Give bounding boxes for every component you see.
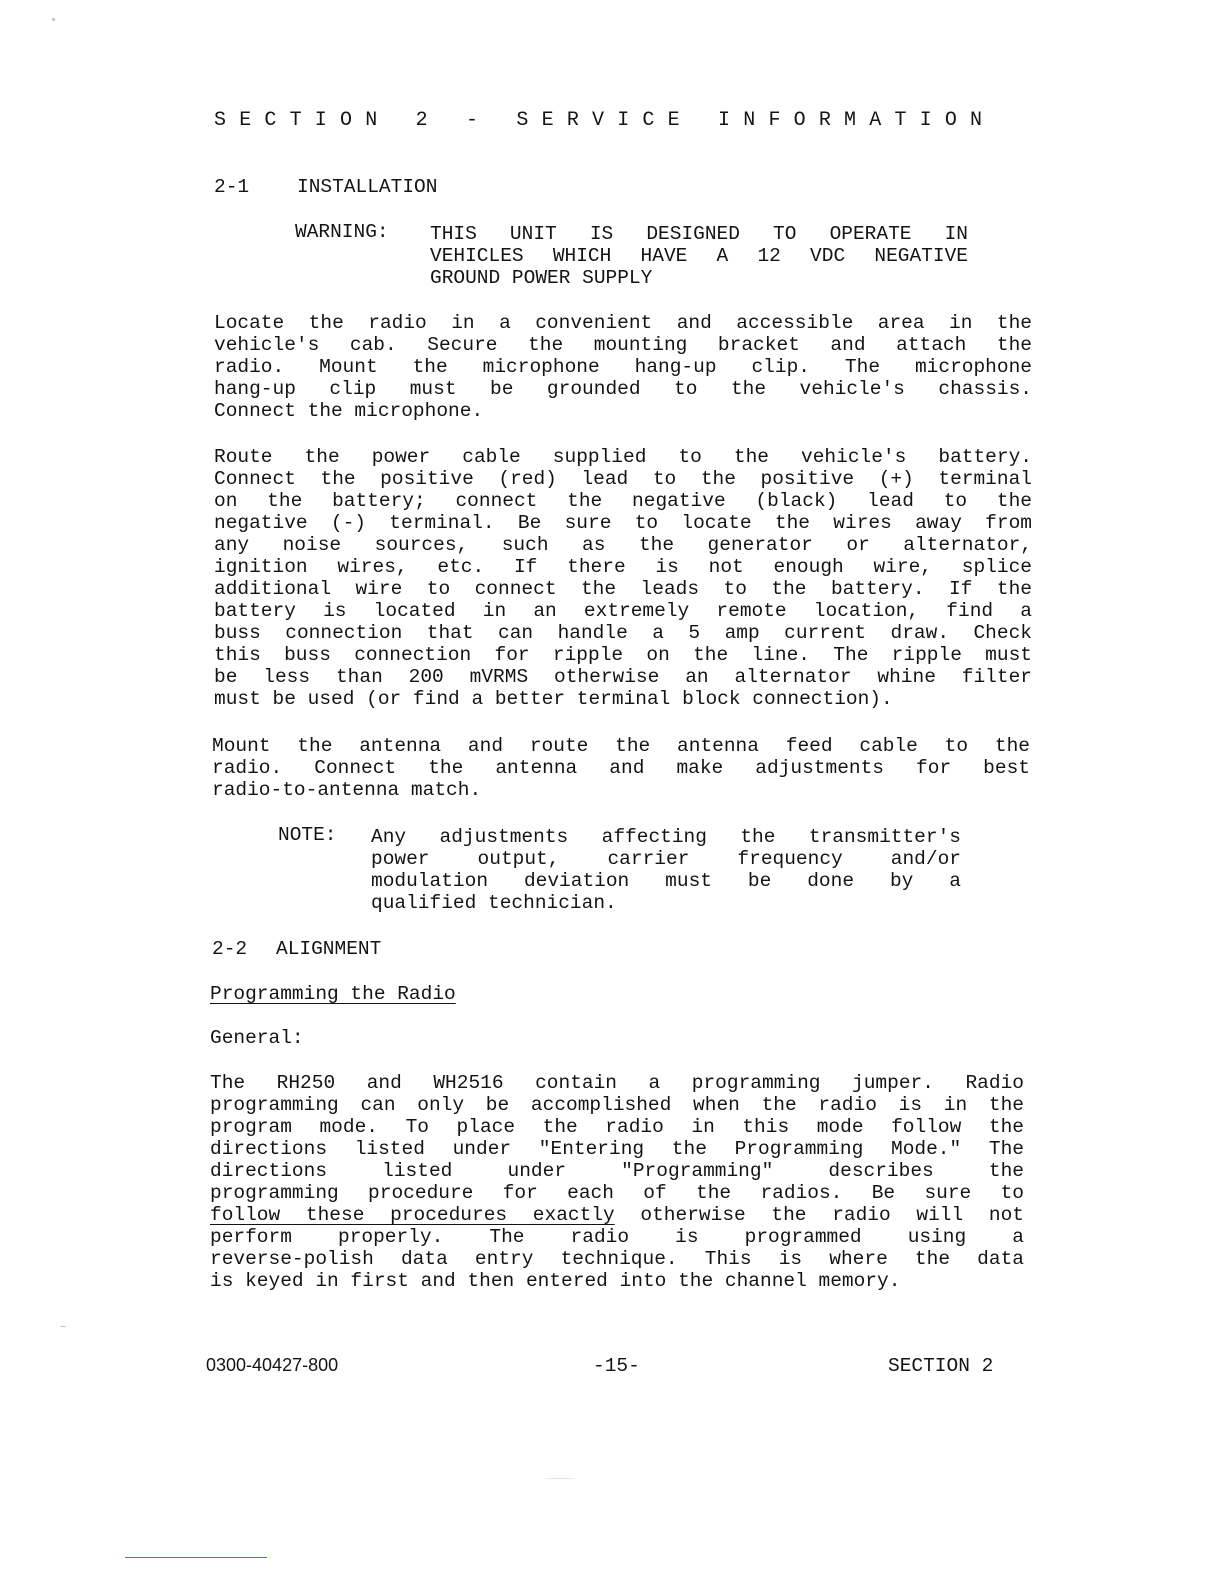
paragraph-line: program mode. To place the radio in this mode follow the xyxy=(210,1116,1024,1138)
paragraph-route xyxy=(214,446,1032,710)
paragraph-line: programming procedure for each of the radios. Be sure to xyxy=(210,1182,1024,1204)
scan-speck xyxy=(60,1326,66,1327)
note-line: qualified technician. xyxy=(371,892,617,914)
paragraph-line: Connect the positive (red) lead to the positive (+) terminal xyxy=(214,468,1032,490)
paragraph-antenna xyxy=(212,735,1030,801)
scan-speck xyxy=(545,1478,575,1479)
note-line: Any adjustments affecting the transmitter's xyxy=(371,826,961,848)
paragraph-line: programming can only be accomplished when the radio is in the xyxy=(210,1094,1024,1116)
paragraph-line: battery is located in an extremely remote location, find a xyxy=(214,600,1032,622)
footer-doc-number: 0300-40427-800 xyxy=(206,1355,339,1375)
paragraph-line-emphasis xyxy=(210,1204,1024,1226)
subheading-programming: Programming the Radio xyxy=(210,983,456,1005)
warning-label: WARNING: xyxy=(295,221,389,243)
footer-page-number: -15- xyxy=(593,1355,640,1377)
warning-line: GROUND POWER SUPPLY xyxy=(430,267,653,289)
paragraph-line: radio-to-antenna match. xyxy=(212,779,482,801)
paragraph-line: Locate the radio in a convenient and accessible area in the xyxy=(214,312,1032,334)
note-line: power output, carrier frequency and/or xyxy=(371,848,961,870)
note-label: NOTE: xyxy=(278,824,337,846)
paragraph-line: directions listed under "Programming" describes the xyxy=(210,1160,1024,1182)
general-label: General: xyxy=(210,1027,304,1049)
emphasis-underlined: follow these procedures exactly xyxy=(210,1204,615,1226)
paragraph-line: must be used (or find a better terminal block connection). xyxy=(214,688,893,710)
section-number: 2-1 xyxy=(214,176,250,198)
paragraph-programming xyxy=(210,1072,1024,1292)
paragraph-line: negative (-) terminal. Be sure to locate the wires away from xyxy=(214,512,1032,534)
warning-line: THIS UNIT IS DESIGNED TO OPERATE IN xyxy=(430,223,968,245)
paragraph-line: be less than 200 mVRMS otherwise an alternator whine filter xyxy=(214,666,1032,688)
emphasis-rest: otherwise the radio will not xyxy=(614,1204,1024,1226)
section-heading: SECTION 2 - SERVICE INFORMATION xyxy=(214,109,996,132)
paragraph-line: reverse-polish data entry technique. This is where the data xyxy=(210,1248,1024,1270)
paragraph-line: perform properly. The radio is programmed using a xyxy=(210,1226,1024,1248)
paragraph-line: Connect the microphone. xyxy=(214,400,484,422)
section-title: ALIGNMENT xyxy=(276,938,382,960)
paragraph-line: Route the power cable supplied to the vehicle's battery. xyxy=(214,446,1032,468)
section-title: INSTALLATION xyxy=(297,176,438,198)
paragraph-line: vehicle's cab. Secure the mounting bracket and attach the xyxy=(214,334,1032,356)
paragraph-line: Mount the antenna and route the antenna feed cable to the xyxy=(212,735,1030,757)
note-text xyxy=(371,826,961,914)
paragraph-line: any noise sources, such as the generator or alternator, xyxy=(214,534,1032,556)
paragraph-line: buss connection that can handle a 5 amp current draw. Check xyxy=(214,622,1032,644)
section-number: 2-2 xyxy=(212,938,248,960)
paragraph-line: ignition wires, etc. If there is not enough wire, splice xyxy=(214,556,1032,578)
bottom-blue-rule xyxy=(125,1557,267,1558)
warning-line: VEHICLES WHICH HAVE A 12 VDC NEGATIVE xyxy=(430,245,968,267)
paragraph-line: directions listed under "Entering the Programming Mode." The xyxy=(210,1138,1024,1160)
paragraph-line: this buss connection for ripple on the line. The ripple must xyxy=(214,644,1032,666)
paragraph-line: The RH250 and WH2516 contain a programming jumper. Radio xyxy=(210,1072,1024,1094)
paragraph-line: radio. Connect the antenna and make adjustments for best xyxy=(212,757,1030,779)
paragraph-line: on the battery; connect the negative (black) lead to the xyxy=(214,490,1032,512)
footer-section: SECTION 2 xyxy=(888,1355,994,1377)
paragraph-line: is keyed in first and then entered into the channel memory. xyxy=(210,1270,901,1292)
scan-speck xyxy=(52,18,55,21)
paragraph-line: radio. Mount the microphone hang-up clip. The microphone xyxy=(214,356,1032,378)
paragraph-line: hang-up clip must be grounded to the vehicle's chassis. xyxy=(214,378,1032,400)
paragraph-line: additional wire to connect the leads to the battery. If the xyxy=(214,578,1032,600)
paragraph-locate xyxy=(214,312,1032,422)
warning-text xyxy=(430,223,968,289)
note-line: modulation deviation must be done by a xyxy=(371,870,961,892)
